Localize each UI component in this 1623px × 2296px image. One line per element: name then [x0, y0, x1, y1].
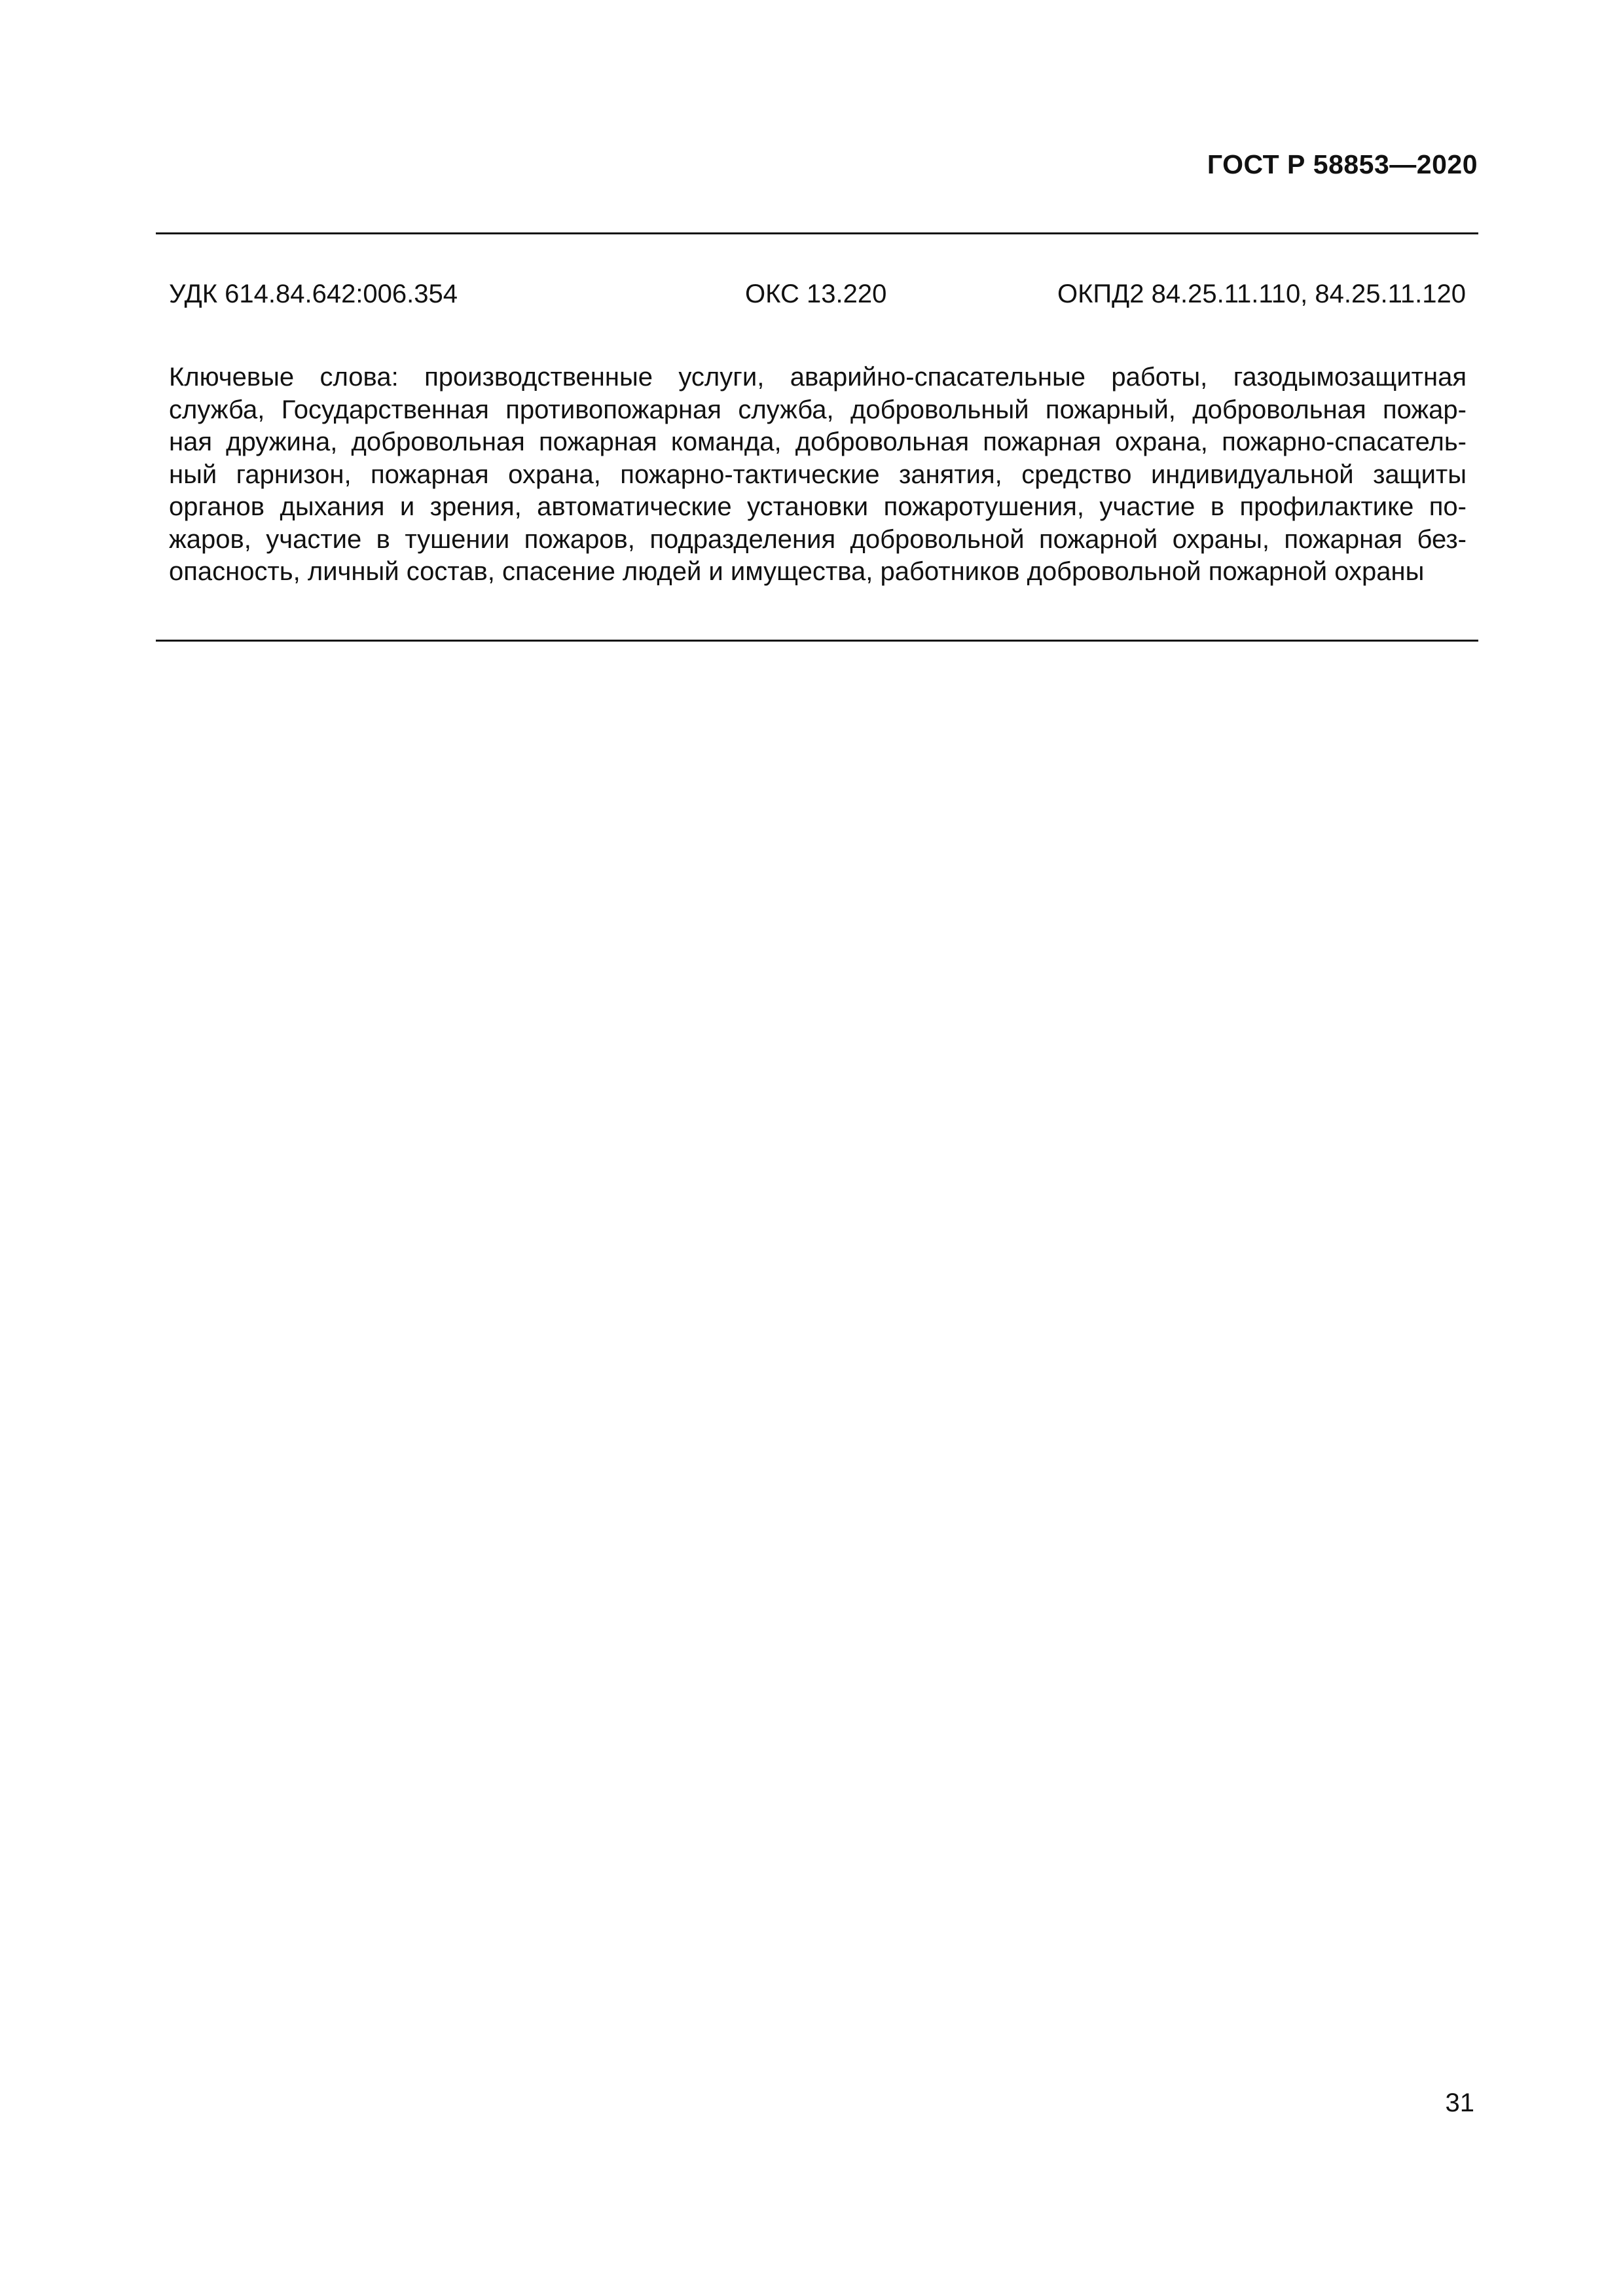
- keywords-line: опасность, личный состав, спасение людей и имущества, работников добровольной пожарной охраны: [169, 557, 1425, 586]
- page-number: 31: [1445, 2088, 1474, 2117]
- keywords-line: служба, Государственная противопожарная служба, добровольный пожарный, добровольная пожар-: [169, 395, 1467, 424]
- udk-code: УДК 614.84.642:006.354: [169, 280, 458, 308]
- top-divider: [156, 232, 1478, 234]
- standard-code: ГОСТ Р 58853—2020: [1207, 149, 1478, 179]
- keywords-line: Ключевые слова: производственные услуги, аварийно-спасательные работы, газодымозащитная: [169, 363, 1467, 392]
- keywords-line: ная дружина, добровольная пожарная команда, добровольная пожарная охрана, пожарно-спасатель-: [169, 428, 1467, 456]
- classification-row: [169, 280, 1466, 314]
- oks-code: ОКС 13.220: [745, 280, 887, 308]
- bottom-divider: [156, 640, 1478, 642]
- keywords-line: органов дыхания и зрения, автоматические установки пожаротушения, участие в профилактике по-: [169, 492, 1467, 521]
- keywords-line: ный гарнизон, пожарная охрана, пожарно-тактические занятия, средство индивидуальной защиты: [169, 460, 1467, 489]
- keywords-paragraph: [169, 361, 1467, 589]
- keywords-line: жаров, участие в тушении пожаров, подразделения добровольной пожарной охраны, пожарная без-: [169, 524, 1467, 554]
- okpd2-code: ОКПД2 84.25.11.110, 84.25.11.120: [1057, 280, 1466, 308]
